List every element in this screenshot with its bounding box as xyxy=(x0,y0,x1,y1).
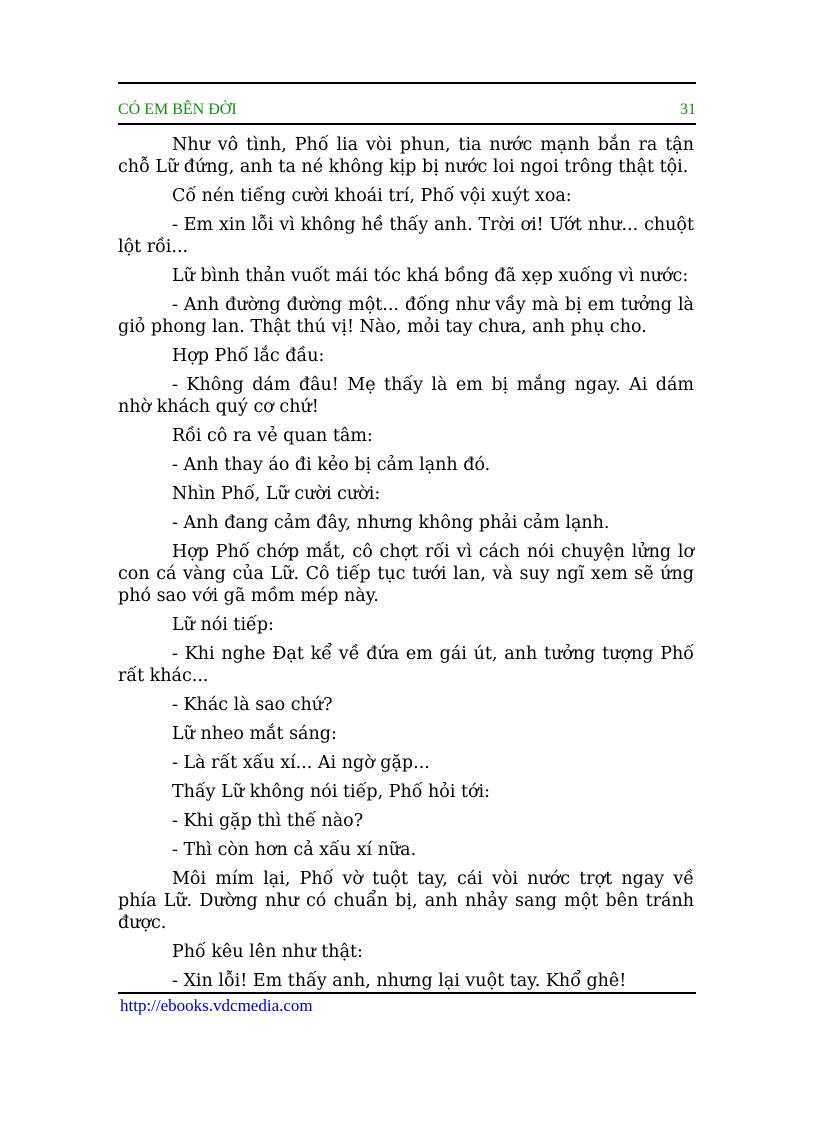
body-text xyxy=(118,134,694,999)
paragraph: - Không dám đâu! Mẹ thấy là em bị mắng ngay. Ai dám nhờ khách quý cơ chứ! xyxy=(118,375,694,417)
paragraph: - Anh thay áo đi kẻo bị cảm lạnh đó. xyxy=(172,455,491,475)
paragraph: Rồi cô ra vẻ quan tâm: xyxy=(172,426,373,446)
paragraph: Môi mím lại, Phố vờ tuột tay, cái vòi nước trợt ngay về phía Lữ. Dường như có chuẩn bị, anh nhảy sang một bên tránh được. xyxy=(118,869,694,933)
paragraph: Thấy Lữ không nói tiếp, Phố hỏi tới: xyxy=(172,782,491,802)
footer-rule xyxy=(118,992,696,994)
top-rule xyxy=(118,82,696,84)
footer-link[interactable]: http://ebooks.vdcmedia.com xyxy=(120,996,313,1015)
paragraph: - Anh đang cảm đây, nhưng không phải cảm lạnh. xyxy=(172,513,610,533)
paragraph: Lữ bình thản vuốt mái tóc khá bồng đã xẹp xuống vì nước: xyxy=(172,266,689,286)
paragraph: - Là rất xấu xí... Ai ngờ gặp... xyxy=(172,753,430,773)
paragraph: Lữ nheo mắt sáng: xyxy=(172,724,337,744)
paragraph: Nhìn Phố, Lữ cười cười: xyxy=(172,484,381,504)
paragraph: - Anh đường đường một... đống như vầy mà bị em tưởng là giỏ phong lan. Thật thú vị! Nào, mỏi tay chưa, anh phụ cho. xyxy=(118,295,694,337)
page-header xyxy=(118,101,696,121)
paragraph: Cố nén tiếng cười khoái trí, Phố vội xuýt xoa: xyxy=(172,186,572,206)
paragraph: - Thì còn hơn cả xấu xí nữa. xyxy=(172,840,417,860)
paragraph: Phố kêu lên như thật: xyxy=(172,942,363,962)
paragraph: Lữ nói tiếp: xyxy=(172,615,274,635)
paragraph: - Em xin lỗi vì không hề thấy anh. Trời ơi! Ướt như... chuột lột rồi... xyxy=(118,215,694,257)
paragraph: - Xin lỗi! Em thấy anh, nhưng lại vuột tay. Khổ ghê! xyxy=(172,971,627,991)
paragraph: - Khi gặp thì thế nào? xyxy=(172,811,364,831)
paragraph: Hợp Phố lắc đầu: xyxy=(172,346,325,366)
book-title: CÓ EM BÊN ĐỜI xyxy=(118,101,237,118)
paragraph: Hợp Phố chớp mắt, cô chợt rối vì cách nói chuyện lửng lơ con cá vàng của Lữ. Cô tiếp tục tưới lan, và suy ngĩ xem sẽ ứng phó sao với gã mồm mép này. xyxy=(118,542,694,606)
paragraph: Như vô tình, Phố lia vòi phun, tia nước mạnh bắn ra tận chỗ Lữ đứng, anh ta né không kịp bị nước loi ngoi trông thật tội. xyxy=(118,135,694,177)
page-number: 31 xyxy=(680,101,696,118)
paragraph: - Khi nghe Đạt kể về đứa em gái út, anh tưởng tượng Phố rất khác... xyxy=(118,644,694,686)
paragraph: - Khác là sao chứ? xyxy=(172,695,333,715)
header-rule xyxy=(118,123,696,125)
